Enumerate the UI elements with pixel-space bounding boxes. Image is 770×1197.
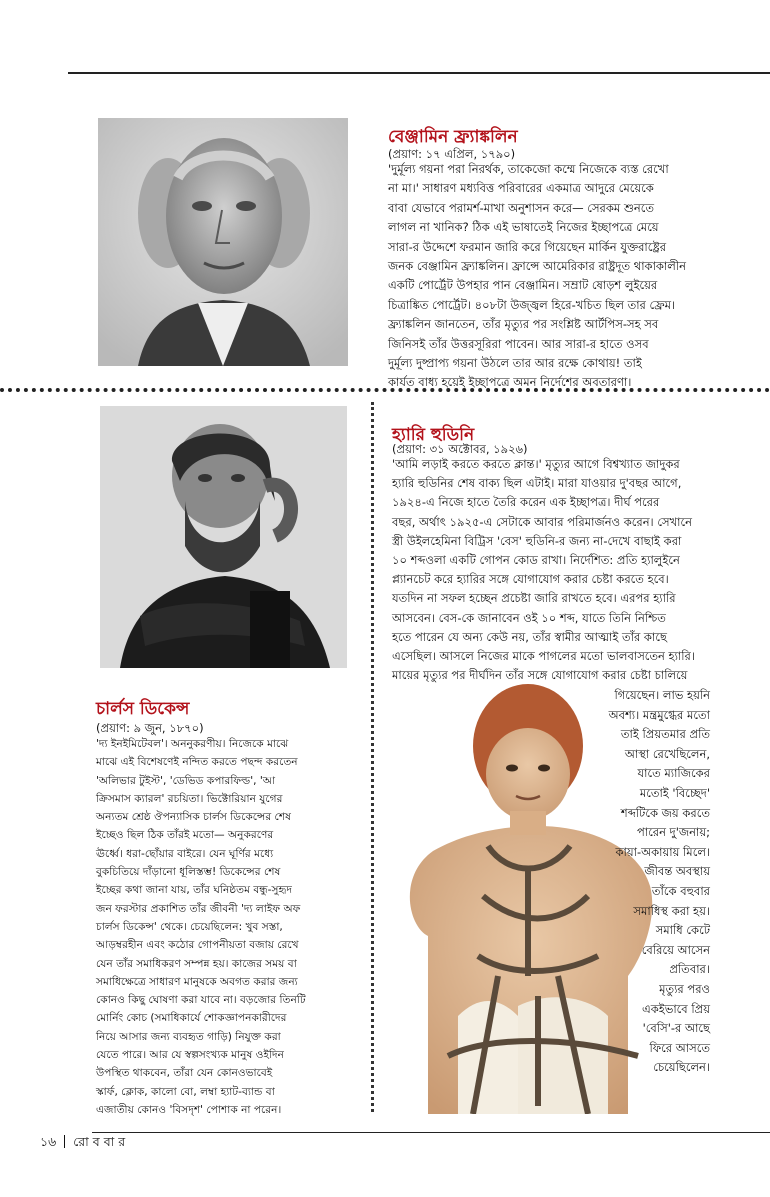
dickens-line: যেতে পারে। আর যে স্বল্পসংখ্যক মানুষ ওইদিন <box>96 1049 284 1062</box>
houdini-tail-line: পারেন দু'জনায়; <box>637 825 710 840</box>
houdini-line: যতদিন না সফল হচ্ছেন প্রচেষ্টা জারি রাখতে হবে। এরপর হ্যারি <box>392 591 676 606</box>
franklin-portrait <box>98 118 348 366</box>
houdini-tail-line: মতোই 'বিচ্ছেদ' <box>639 785 710 800</box>
dickens-line: ইচ্ছেও ছিল ঠিক তাঁরই মতো— অনুকরণের <box>96 829 274 842</box>
franklin-line: বাবা যেভাবে পরামর্শ-মাখা অনুশাসন করে— সেরকম শুনতে <box>388 200 654 215</box>
houdini-dates: (প্রয়াণ: ৩১ অক্টোবর, ১৯২৬) <box>392 442 528 456</box>
houdini-line: ১০ শব্দওলা একটি গোপন কোড রাখা। নির্দেশিত: প্রতি হ্যালুইনে <box>392 553 680 568</box>
franklin-line: একটি পোর্ট্রেট উপহার পান বেঞ্জামিন। সম্রাট ষোড়শ লুইয়ের <box>388 278 658 293</box>
houdini-line: আসবেন। বেস-কে জানাবেন ওই ১০ শব্দ, যাতে তিনি নিশ্চিত <box>392 610 666 625</box>
houdini-line: এসেছিল। আসলে নিজের মাকে পাগলের মতো ভালবাসতেন হ্যারি। <box>392 649 695 664</box>
houdini-tail-paragraph <box>560 686 768 1078</box>
footer-rule <box>92 1132 770 1133</box>
houdini-tail-line: গিয়েছেন। লাভ হয়নি <box>614 688 710 702</box>
houdini-tail-line: জীবন্ত অবস্থায় <box>644 864 710 879</box>
houdini-line: হতে পারেন যে অন্য কেউ নয়, তাঁর স্বামীর আত্মাই তাঁর কাছে <box>392 629 667 644</box>
dickens-portrait <box>100 406 347 668</box>
dickens-dates: (প্রয়াণ: ৯ জুন, ১৮৭০) <box>96 721 204 735</box>
dickens-line: ইচ্ছের কথা জানা যায়, তাঁর ঘনিষ্ঠতম বন্ধু-সুহৃদ <box>96 884 292 897</box>
houdini-tail-line: তাই প্রিয়তমার প্রতি <box>620 727 710 742</box>
dickens-paragraph <box>96 735 368 1119</box>
houdini-tail-line: 'বেসি'-র আছে <box>642 1021 710 1036</box>
houdini-line: বছর, অর্থাৎ ১৯২৫-এ সেটাকে আবার পরিমার্জনও করেন। সেখানে <box>392 514 692 529</box>
franklin-dates: (প্রয়াণ: ১৭ এপ্রিল, ১৭৯০) <box>388 147 516 161</box>
dickens-title: চার্লস ডিকেন্স <box>96 699 190 719</box>
franklin-body <box>388 160 766 393</box>
houdini-tail-line: মৃত্যুর পরও <box>659 981 710 996</box>
houdini-tail-line: ফিরে আসতে <box>649 1040 710 1055</box>
houdini-line: মায়ের মৃত্যুর পর দীর্ঘদিন তাঁর সঙ্গে যোগাযোগ করার চেষ্টা চালিয়ে <box>392 668 688 683</box>
dickens-line: নিয়ে আসার জন্য ব্যবহৃত গাড়ি) নিযুক্ত করা <box>96 1030 281 1043</box>
dickens-line: ক্রিসমাস ক্যারল' রচয়িতা। ভিক্টোরিয়ান যুগের <box>96 792 283 805</box>
franklin-line: ফ্র্যাঙ্কলিন জানতেন, তাঁর মৃত্যুর পর সংশ্লিষ্ট আর্টপিস-সহ সব <box>388 317 659 332</box>
dickens-line: মাঝে এই বিশেষণেই নন্দিত করতে পছন্দ করতেন <box>96 756 298 769</box>
franklin-line: লাগল না খানিক? ঠিক এই ভাষাতেই নিজের ইচ্ছাপত্রে মেয়ে <box>388 220 659 235</box>
franklin-line: দুর্মূল্য দুষ্প্রাপ্য গয়না উঠলে তার আর রক্ষে কোথায়! তাই <box>388 356 642 371</box>
dickens-line: অন্যতম শ্রেষ্ঠ ঔপন্যাসিক চার্লস ডিকেন্সের শেষ <box>96 811 291 824</box>
houdini-tail-line: অবশ্য। মন্ত্রমুগ্ধের মতো <box>608 707 710 722</box>
dickens-line: আড়ম্বরহীন এবং কঠোর গোপনীয়তা বজায় রেখে <box>96 939 299 952</box>
houdini-tail-line: বেরিয়ে আসেন <box>641 942 710 957</box>
dickens-line: স্কার্ফ, ক্লোক, কালো বো, লম্বা হ্যাট-ব্যান্ড বা <box>96 1085 275 1098</box>
houdini-tail-line: তাঁকে বহুবার <box>651 883 710 898</box>
houdini-line: ১৯২৪-এ নিজে হাতে তৈরি করেন এক ইচ্ছাপত্র। দীর্ঘ পরের <box>392 495 660 510</box>
houdini-tail-line: শব্দটিকে জয় করতে <box>620 805 710 820</box>
franklin-line: জনক বেঞ্জামিন ফ্র্যাঙ্কলিন। ফ্রান্সে আমেরিকার রাষ্ট্রদূত থাকাকালীন <box>388 259 687 274</box>
franklin-line: সারা-র উদ্দেশে ফরমান জারি করে গিয়েছেন মার্কিন যুক্তরাষ্ট্রের <box>388 239 667 254</box>
houdini-line: স্ত্রী উইলহেমিনা বিট্রিস 'বেস' হুডিনি-র জন্য না-দেখে বাছাই করা <box>392 533 682 548</box>
footer <box>40 1134 125 1154</box>
houdini-tail-line: যাতে ম্যাজিকের <box>637 766 710 781</box>
houdini-tail-line: চেয়েছিলেন। <box>653 1060 710 1075</box>
dickens-line: উপস্থিত থাকবেন, তাঁরা যেন কোনওভাবেই <box>96 1067 273 1080</box>
houdini-tail-line: সমাধি কেটে <box>655 923 710 938</box>
dickens-line: সমাধিক্ষেত্রে সাধারণ মানুষকে অবগত করার জন্য <box>96 975 298 988</box>
dickens-line: জন ফরস্টার প্রকাশিত তাঁর জীবনী 'দ্য লাইফ অফ <box>96 902 301 915</box>
houdini-tail-line: প্রতিবার। <box>669 962 710 977</box>
magazine-name: রো ব বা র <box>73 1134 126 1149</box>
houdini-tail-line: সমাধিস্থ করা হয়। <box>633 903 710 918</box>
page-number: ১৬ <box>40 1134 57 1149</box>
dickens-line: মোর্নিং কোচ (সমাধিকার্যে শোকজ্ঞাপনকারীদের <box>96 1012 287 1025</box>
houdini-tail-line: একইভাবে প্রিয় <box>641 1001 710 1016</box>
houdini-body <box>392 455 766 685</box>
dickens-line: বুকচিতিয়ে দাঁড়ানো ধূলিস্তম্ভ! ডিকেন্সের শেষ <box>96 866 281 879</box>
footer-separator <box>64 1135 65 1148</box>
houdini-line: হ্যারি হুডিনির শেষ বাক্য ছিল এটাই। মারা যাওয়ার দু'বছর আগে, <box>392 476 682 491</box>
dickens-line: 'দ্য ইনইমিটেবল'। অননুকরণীয়। নিজেকে মাঝে <box>96 738 289 750</box>
franklin-paragraph <box>388 160 766 393</box>
franklin-line: জিনিসই তাঁর উত্তরসূরিরা পাবেন। আর সারা-র হাতে ওসব <box>388 336 649 351</box>
dickens-line: যেন তাঁর সমাধিকরণ সম্পন্ন হয়। কাজের সময় বা <box>96 957 297 970</box>
houdini-paragraph <box>392 455 766 685</box>
dickens-line: চার্লস ডিকেন্স' থেকে। চেয়েছিলেন: খুব সস্তা, <box>96 920 283 933</box>
franklin-line: 'দুর্মূল্য গয়না পরা নিরর্থক, তাকেজো কম্মে নিজেকে ব্যস্ত রেখো <box>388 162 669 176</box>
houdini-tail-line: আস্থা রেখেছিলেন, <box>624 746 710 761</box>
franklin-line: কার্যত বাধ্য হয়েই ইচ্ছাপত্রে অমন নির্দেশের অবতারণা। <box>388 375 632 390</box>
houdini-line: প্ল্যানচেট করে হ্যারির সঙ্গে যোগাযোগ করার চেষ্টা করতে হবে। <box>392 572 669 587</box>
houdini-tail-line: কায়া-অকায়ায় মিলে। <box>615 844 710 859</box>
franklin-title: বেঞ্জামিন ফ্র্যাঙ্কলিন <box>388 127 518 147</box>
franklin-line: চিত্রাঙ্কিত পোর্ট্রেট। ৪০৮টা উজ্জ্বল হিরে-খচিত ছিল তার ফ্রেম। <box>388 297 676 312</box>
dickens-body <box>96 735 368 1119</box>
dickens-line: 'অলিভার টুইস্ট', 'ডেভিড কপারফিল্ড', 'আ <box>96 774 276 787</box>
houdini-tail <box>560 686 768 1078</box>
top-rule <box>68 72 770 74</box>
column-divider <box>371 402 374 1112</box>
dickens-line: ঊর্ধ্বে। ধরা-ছোঁয়ার বাইরে। যেন ঘূর্ণির মধ্যে <box>96 847 274 860</box>
dickens-line: কোনও কিছু ঘোষণা করা যাবে না। বড়জোর তিনটি <box>96 994 306 1007</box>
franklin-line: না মা।' সাধারণ মধ্যবিত্ত পরিবারের একমাত্র আদুরে মেয়েকে <box>388 181 654 196</box>
dickens-line: এজাতীয় কোনও 'বিসদৃশ' পোশাক না পরেন। <box>96 1103 282 1116</box>
houdini-title: হ্যারি হুডিনি <box>392 425 475 445</box>
houdini-line: 'আমি লড়াই করতে করতে ক্লান্ত।' মৃত্যুর আগে বিশ্বখ্যাত জাদুকর <box>392 457 680 471</box>
